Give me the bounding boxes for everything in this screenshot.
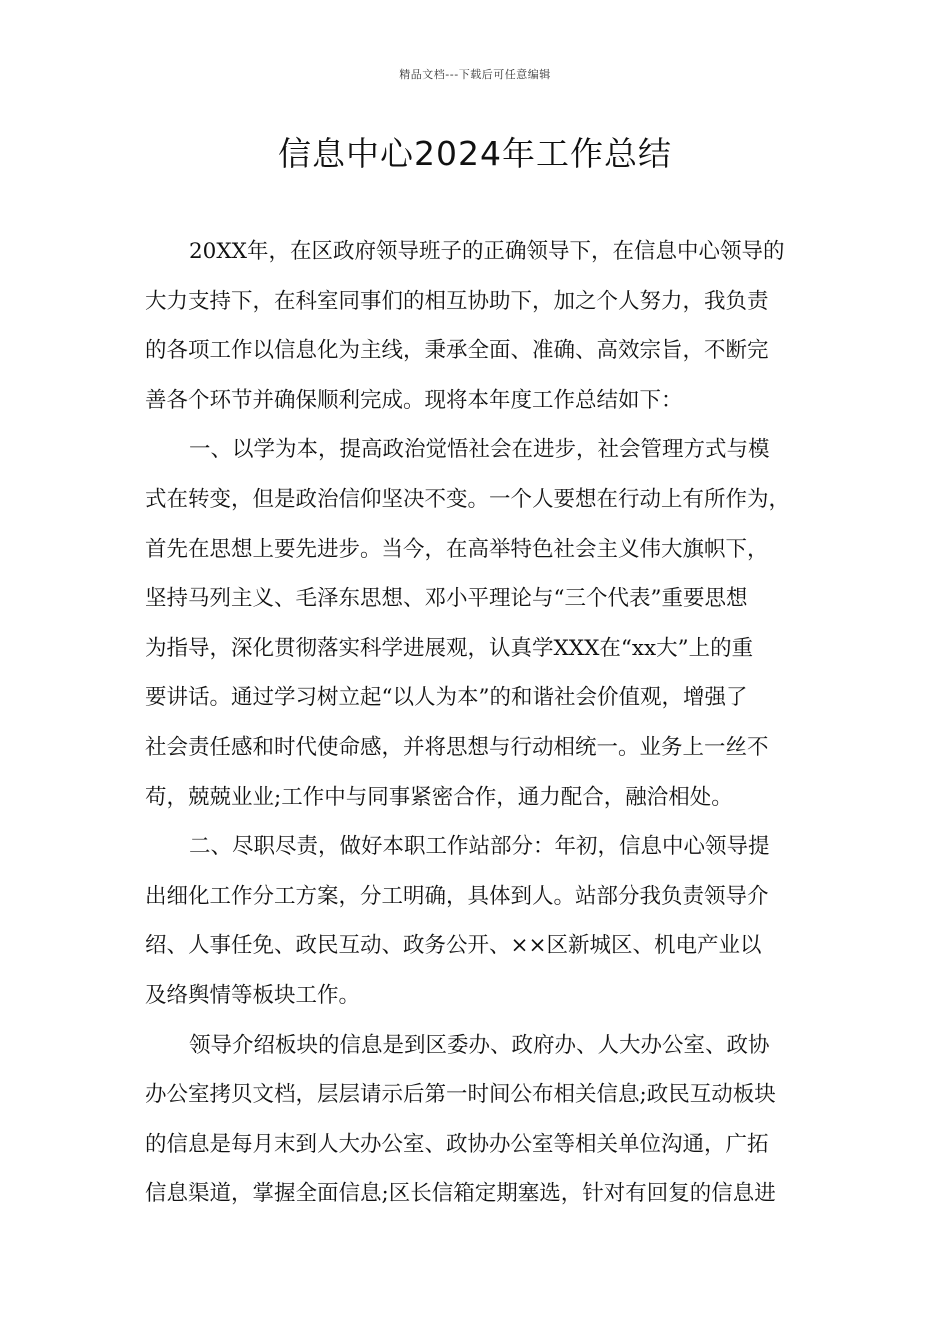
body-text-line: 坚持马列主义、毛泽东思想、邓小平理论与“三个代表”重要思想 <box>145 586 748 612</box>
body-text-line: 信息渠道，掌握全面信息;区长信箱定期塞选，针对有回复的信息进 <box>145 1181 776 1207</box>
body-text-line: 的信息是每月末到人大办公室、政协办公室等相关单位沟通，广拓 <box>145 1131 769 1157</box>
body-text-line: 要讲话。通过学习树立起“以人为本”的和谐社会价值观，增强了 <box>145 685 748 711</box>
body-text-line: 大力支持下，在科室同事们的相互协助下，加之个人努力，我负责 <box>145 288 769 314</box>
body-text-line: 绍、人事任免、政民互动、政务公开、××区新城区、机电产业以 <box>145 933 762 959</box>
body-text-line: 善各个环节并确保顺利完成。现将本年度工作总结如下： <box>145 387 683 413</box>
body-text-line: 首先在思想上要先进步。当今，在高举特色社会主义伟大旗帜下， <box>145 536 769 562</box>
body-text-line: 一、以学为本，提高政治觉悟社会在进步，社会管理方式与模 <box>189 437 770 463</box>
body-text-line: 式在转变，但是政治信仰坚决不变。一个人要想在行动上有所作为， <box>145 486 791 512</box>
body-text-line: 苟，兢兢业业;工作中与同事紧密合作，通力配合，融洽相处。 <box>145 784 733 810</box>
body-text-line: 20XX年，在区政府领导班子的正确领导下，在信息中心领导的 <box>189 239 785 264</box>
body-text-line: 及络舆情等板块工作。 <box>145 982 361 1008</box>
body-text-line: 社会责任感和时代使命感，并将思想与行动相统一。业务上一丝不 <box>145 734 769 760</box>
header-note: 精品文档---下载后可任意编辑 <box>399 68 551 81</box>
document-title: 信息中心2024年工作总结 <box>278 134 672 173</box>
body-text-line: 为指导，深化贯彻落实科学进展观，认真学XXX在“xx大”上的重 <box>145 635 754 661</box>
body-text-line: 领导介绍板块的信息是到区委办、政府办、人大办公室、政协 <box>189 1032 770 1058</box>
body-text-line: 的各项工作以信息化为主线，秉承全面、准确、高效宗旨，不断完 <box>145 338 769 364</box>
document-body <box>145 227 809 1219</box>
body-text-line: 办公室拷贝文档，层层请示后第一时间公布相关信息;政民互动板块 <box>145 1082 776 1108</box>
body-text-line: 出细化工作分工方案，分工明确，具体到人。站部分我负责领导介 <box>145 883 769 909</box>
body-text-line: 二、尽职尽责，做好本职工作站部分：年初，信息中心领导提 <box>189 834 770 860</box>
